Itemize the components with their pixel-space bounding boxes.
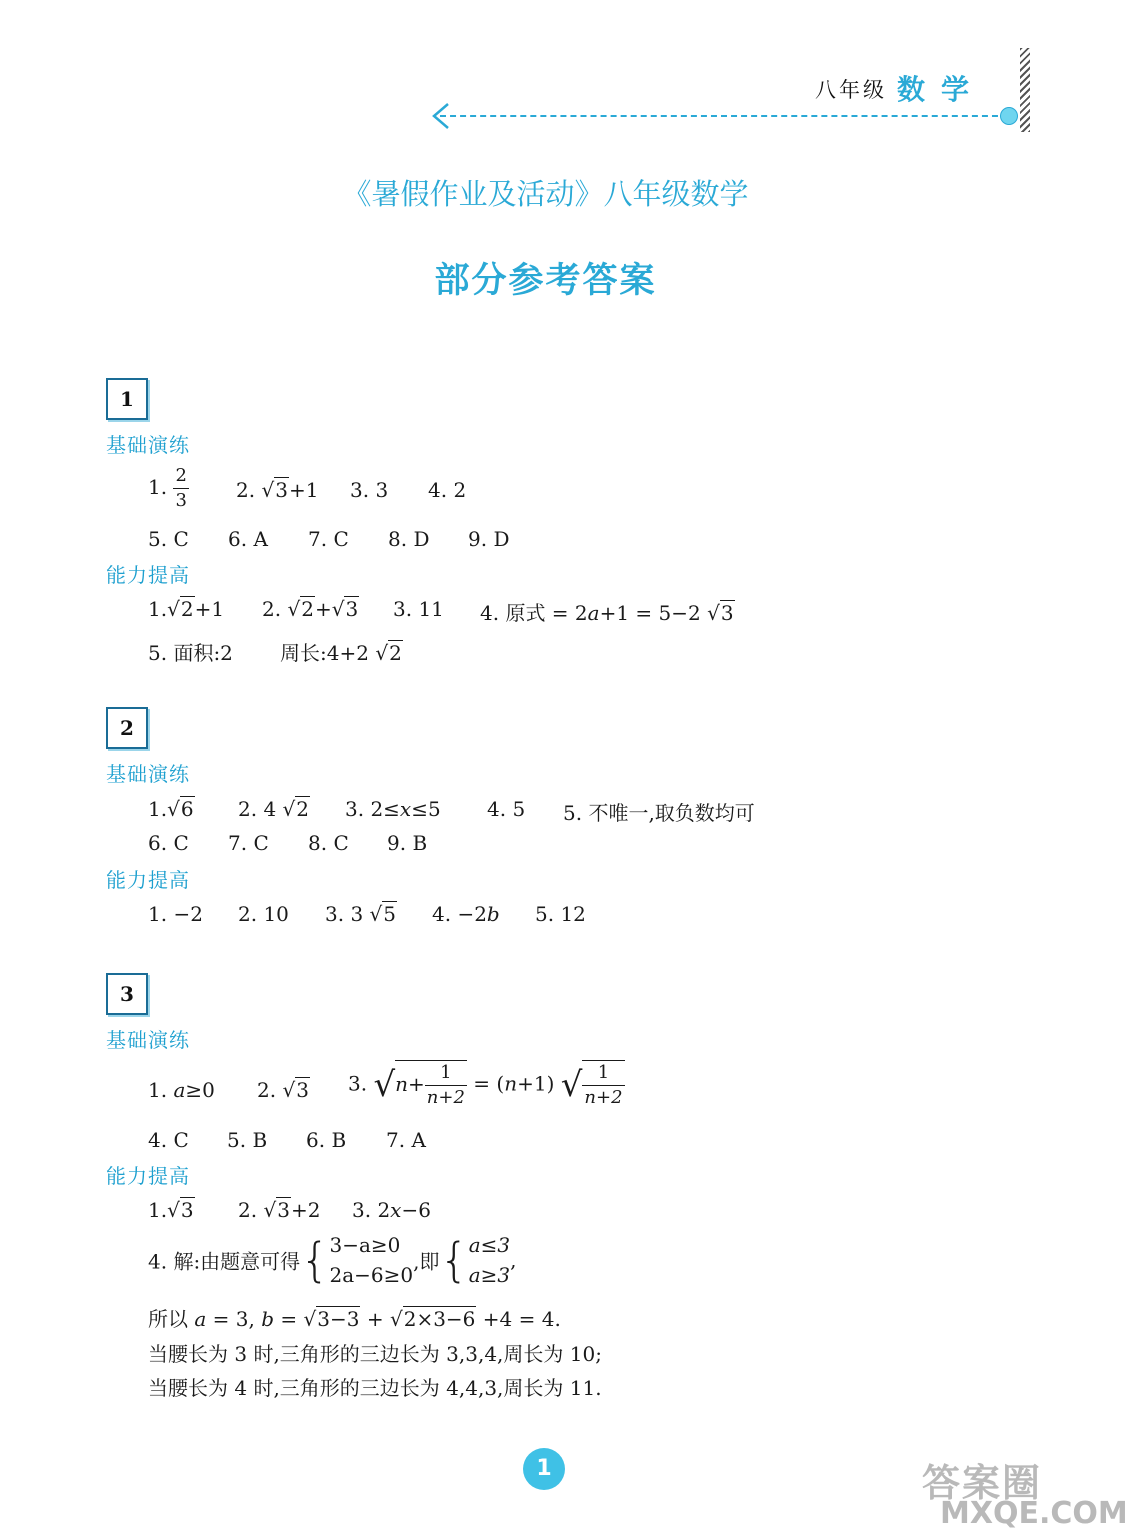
answer-item: 5. 12: [535, 902, 586, 926]
dot-icon: [1000, 107, 1018, 125]
page-subtitle: 部分参考答案: [434, 261, 657, 301]
answer-item: 4. 2: [428, 478, 467, 502]
header-subject: 数学: [897, 73, 986, 106]
page-title: 《暑假作业及活动》八年级数学: [342, 177, 749, 211]
answer-item: 3. 11: [393, 597, 444, 621]
section-number: 3: [106, 973, 148, 1015]
answer-item: 2. √3+2: [238, 1198, 321, 1222]
answer-item: 6. B: [306, 1128, 347, 1152]
answer-item: 3. 2≤x≤5: [345, 797, 441, 821]
solution-line: 当腰长为 4 时,三角形的三边长为 4,4,3,周长为 11.: [148, 1376, 602, 1400]
header-dashed-line: [440, 115, 1008, 117]
section-number: 1: [106, 378, 148, 420]
answer-item: 6. A: [228, 527, 268, 551]
answer-item: 4. 原式 = 2a+1 = 5−2 √3: [480, 601, 734, 625]
answer-item: 6. C: [148, 831, 189, 855]
section-subheading: 能力提高: [106, 868, 190, 892]
answer-item: 4. C: [148, 1128, 189, 1152]
arrow-left-icon: [430, 101, 452, 131]
answer-item: 2. √2+√3: [262, 597, 359, 621]
answer-item: 2. 10: [238, 902, 289, 926]
answer-item: 8. C: [308, 831, 349, 855]
answer-item: 8. D: [388, 527, 430, 551]
section-subheading: 能力提高: [106, 1164, 190, 1188]
page-number: 1: [523, 1448, 565, 1490]
solution-line: 4. 解:由题意可得{ 3−a≥0 2a−6≥0 ,即{ a≤3 a≥3 ,: [148, 1233, 517, 1287]
answer-item: 3. 2x−6: [352, 1198, 431, 1222]
answer-item: 3. 3: [350, 478, 389, 502]
answer-item: 5. B: [227, 1128, 268, 1152]
answer-item: 1. −2: [148, 902, 203, 926]
answer-item: 2. 4 √2: [238, 797, 310, 821]
watermark-logo: 答案圈: [922, 1461, 1043, 1505]
solution-line: 所以 a = 3, b = √3−3 + √2×3−6 +4 = 4.: [148, 1307, 561, 1331]
section-subheading: 基础演练: [106, 1028, 190, 1052]
answer-item: 1.√6: [148, 797, 194, 821]
section-subheading: 基础演练: [106, 433, 190, 457]
answer-item: 2. √3: [257, 1078, 309, 1102]
section-subheading: 能力提高: [106, 563, 190, 587]
section-subheading: 基础演练: [106, 762, 190, 786]
answer-item: 7. C: [308, 527, 349, 551]
answer-item: 1. a≥0: [148, 1078, 215, 1102]
answer-item: 4. −2b: [432, 902, 500, 926]
answer-line: 1. $\frac{2}{3}$: [148, 465, 187, 511]
section-number: 2: [106, 707, 148, 749]
solution-line: 当腰长为 3 时,三角形的三边长为 3,3,4,周长为 10;: [148, 1342, 602, 1366]
answer-item: 1.√3: [148, 1198, 194, 1222]
answer-item: 1.√2+1: [148, 597, 225, 621]
answer-item: 2. √3+1: [236, 478, 319, 502]
header-grade: 八年级: [815, 78, 887, 102]
watermark-url: MXQE.COM: [940, 1496, 1128, 1531]
answer-item: 7. C: [228, 831, 269, 855]
answer-item: 9. D: [468, 527, 510, 551]
answer-item: 7. A: [386, 1128, 426, 1152]
answer-item: 9. B: [387, 831, 428, 855]
hatched-bar-decoration: [1020, 48, 1030, 132]
fraction: $\frac{2}{3}$: [175, 465, 187, 511]
answer-item: 3. 3 √5: [325, 902, 397, 926]
answer-item: 周长:4+2 √2: [280, 641, 402, 665]
answer-item: 5. C: [148, 527, 189, 551]
answer-item: 3. √n+ $\frac{1}{n+2}$ = (n+1) √ $\frac{1}{n+2}$: [348, 1062, 623, 1108]
answer-item: 5. 面积:2: [148, 641, 233, 665]
answer-item: 5. 不唯一,取负数均可: [563, 801, 755, 825]
answer-item: 4. 5: [487, 797, 526, 821]
